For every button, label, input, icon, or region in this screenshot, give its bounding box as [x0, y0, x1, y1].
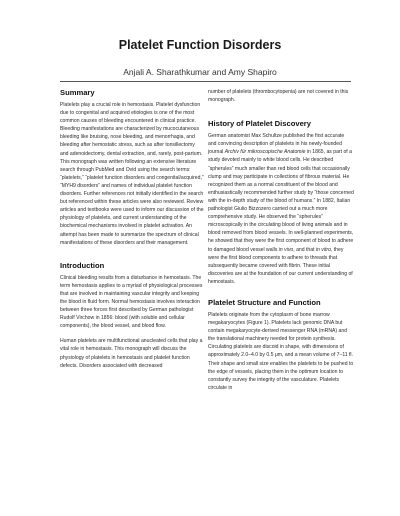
- right-column: [208, 88, 354, 392]
- in-vivo-term: in vivo: [278, 246, 294, 253]
- history-heading: History of Platelet Discovery: [208, 119, 311, 129]
- left-column: [60, 88, 204, 370]
- structure-heading: Platelet Structure and Function: [208, 297, 321, 307]
- summary-heading: Summary: [60, 88, 95, 97]
- title-divider: [60, 81, 351, 82]
- history-text-3: , and that: [293, 246, 316, 253]
- paper-authors: Anjali A. Sharathkumar and Amy Shapiro: [123, 67, 277, 77]
- history-paragraph: [208, 132, 354, 286]
- history-text-2: in 1865, as part of a study devoted mainly to white blood cells. He described “spherules” much smaller than red blood cells that occasionally clump and may participate in collections of fibrous material. He recognized them as a normal constituent of the blood and enthusiastically recommended further study by “those concerned with the in-depth study of the blood of humans.” In 1882, Italian pathologist Giulio Bizzozero carried out a much more comprehensive study. He observed the “spherules” microscopically in the circulating blood of living animals and in blood removed from blood vessels. In well-planned experiments, he showed that they were the first component of blood to adhere to damaged blood vessel walls: [208, 149, 354, 253]
- in-vitro-term: in vitro: [315, 246, 331, 253]
- history-text-4: , they were the first blood components to adhere to threads that subsequently became covered with fibrin. These initial discoveries are at the foundation of our current understanding of hemostasis.: [208, 246, 353, 285]
- history-text-1: German anatomist Max Schultze published the first accurate and convincing description of platelets in his newly-founded journal: [208, 133, 345, 156]
- introduction-paragraph-2: Human platelets are multifunctional anucleated cells that play a vital role in hemostasis. This monograph will discuss the physiology of platelets in hemostasis and platelet function defects. Disorders associated with decreased: [60, 338, 203, 369]
- introduction-heading: Introduction: [60, 260, 105, 270]
- introduction-paragraph-1: Clinical bleeding results from a disturbance in hemostasis. The term hemostasis applies to a myriad of physiological processes that are involved in maintaining vascular integrity and keeping the blood in fluid form. Normal hemostasis involves interaction between three forces first described by German pathologist Rudolf Virchow in 1856: blood (with soluble and cellular components), the blood vessel, and blood flow.: [60, 274, 203, 330]
- summary-paragraph: Platelets play a crucial role in hemostasis. Platelet dysfunction due to congenital and acquired etiologies is one of the most common causes of bleeding encountered in clinical practice. Bleeding manifestations are characterized by mucocutaneous bleeding like bruising, nose bleeding, and menorrhagia, and bleeding after hemostatic stress, such as after tonsillectomy and adenoidectomy, dental extraction, and, rarely, post-partum. This monograph was written following an extensive literature search through PubMed and Ovid using the search terms: “platelets,” “platelet function disorders and congenital/acquired,” “MYH9 disorders” and names of individual platelet function disorders. Further references not initially identified in the search but referenced within these articles were also reviewed. Review articles and textbooks were used to inform our discussion of the physiology of platelets, and current understanding of the biochemical mechanisms involved in platelet activation. An attempt has been made to summarize the spectrum of clinical manifestations of these disorders and their management.: [60, 102, 204, 246]
- continuation-paragraph: number of platelets (thrombocytopenia) are not covered in this monograph.: [208, 89, 349, 104]
- paper-title: Platelet Function Disorders: [118, 38, 282, 52]
- journal-name: Archiv für mikroscopische Anatomie: [224, 149, 306, 156]
- structure-paragraph: Platelets originate from the cytoplasm of bone marrow megakaryocytes (Figure 1). Platelets lack genomic DNA but contain megakaryocyte-derived messenger RNA (mRNA) and the translational machinery needed for protein synthesis. Circulating platelets are discoid in shape, with dimensions of approximately 2.0–4.0 by 0.5 μm, and a mean volume of 7–11 fl. Their shape and small size enables the platelets to be pushed to the edge of vessels, placing them in the optimum location to constantly survey the integrity of the vasculature. Platelets circulate in: [208, 311, 354, 391]
